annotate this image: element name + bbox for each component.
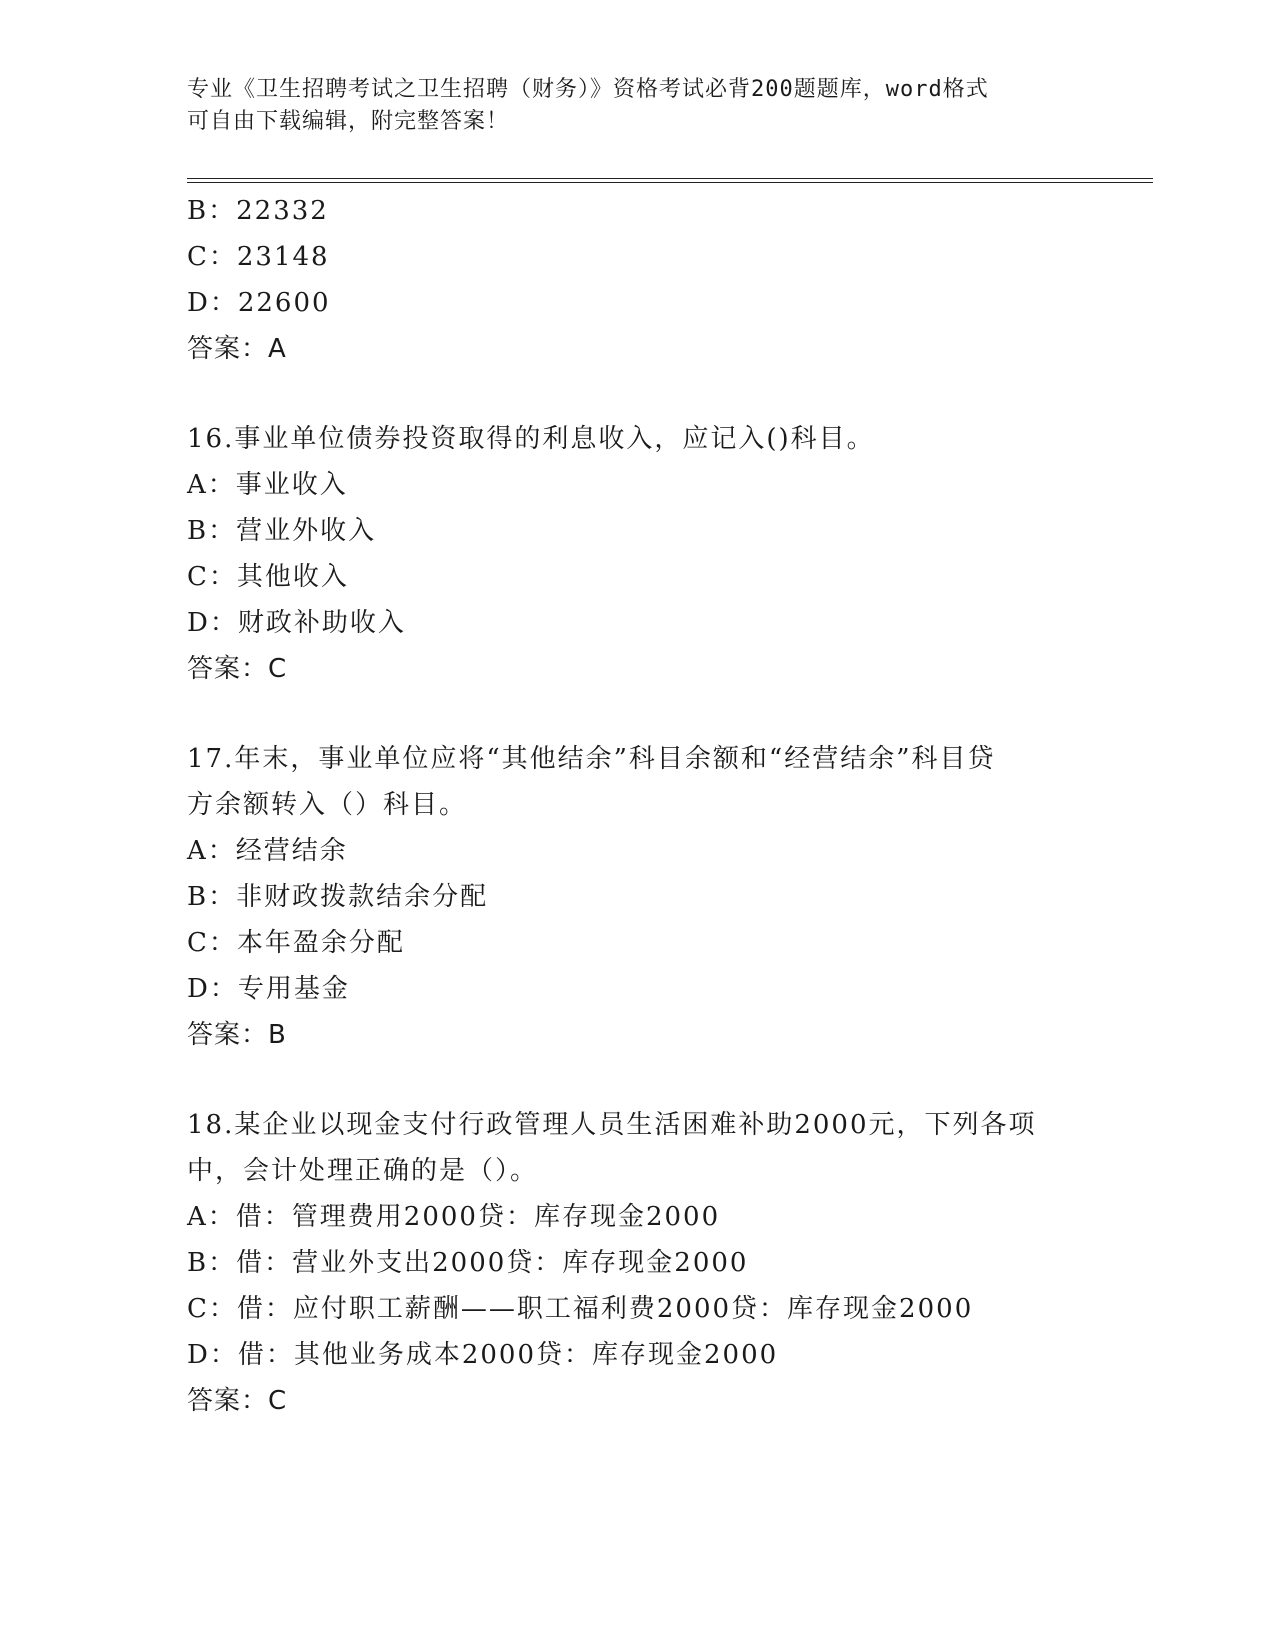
option-b: B：22332 [187,196,329,226]
answer: 答案：C [187,654,288,684]
option-a: A：经营结余 [187,836,348,866]
answer: 答案：B [187,1020,287,1050]
spacer [187,692,1087,736]
question-list [187,188,1087,1424]
option-a: A：借：管理费用2000贷：库存现金2000 [187,1202,721,1232]
question-18 [187,1102,1087,1424]
header-divider-bottom [187,182,1153,183]
header-line-2: 可自由下载编辑，附完整答案！ [187,109,510,134]
option-c: C：本年盈余分配 [187,928,405,958]
option-a: A：事业收入 [187,470,348,500]
question-stem: 16.事业单位债券投资取得的利息收入，应记入()科目。 [187,424,875,454]
option-c: C：23148 [187,242,330,272]
answer: 答案：A [187,334,287,364]
option-c: C：借：应付职工薪酬——职工福利费2000贷：库存现金2000 [187,1294,974,1324]
option-d: D：22600 [187,288,331,318]
question-17 [187,736,1087,1058]
option-d: D：借：其他业务成本2000贷：库存现金2000 [187,1340,779,1370]
question-15-tail [187,188,1087,372]
option-b: B：营业外收入 [187,516,377,546]
header-divider-top [187,178,1153,179]
option-b: B：借：营业外支出2000贷：库存现金2000 [187,1248,749,1278]
question-stem-line-2: 中，会计处理正确的是（）。 [187,1156,539,1186]
question-stem-line-2: 方余额转入（）科目。 [187,790,468,820]
page-header [187,74,1067,138]
spacer [187,1058,1087,1102]
spacer [187,372,1087,416]
option-d: D：专用基金 [187,974,350,1004]
option-c: C：其他收入 [187,562,349,592]
question-stem-line-1: 18.某企业以现金支付行政管理人员生活困难补助2000元，下列各项 [187,1110,1037,1140]
header-line-1: 专业《卫生招聘考试之卫生招聘（财务）》资格考试必背200题题库，word格式 [187,77,989,102]
question-16 [187,416,1087,692]
option-d: D：财政补助收入 [187,608,406,638]
answer: 答案：C [187,1386,288,1416]
option-b: B：非财政拨款结余分配 [187,882,489,912]
question-stem-line-1: 17.年末，事业单位应将“其他结余”科目余额和“经营结余”科目贷 [187,744,996,774]
